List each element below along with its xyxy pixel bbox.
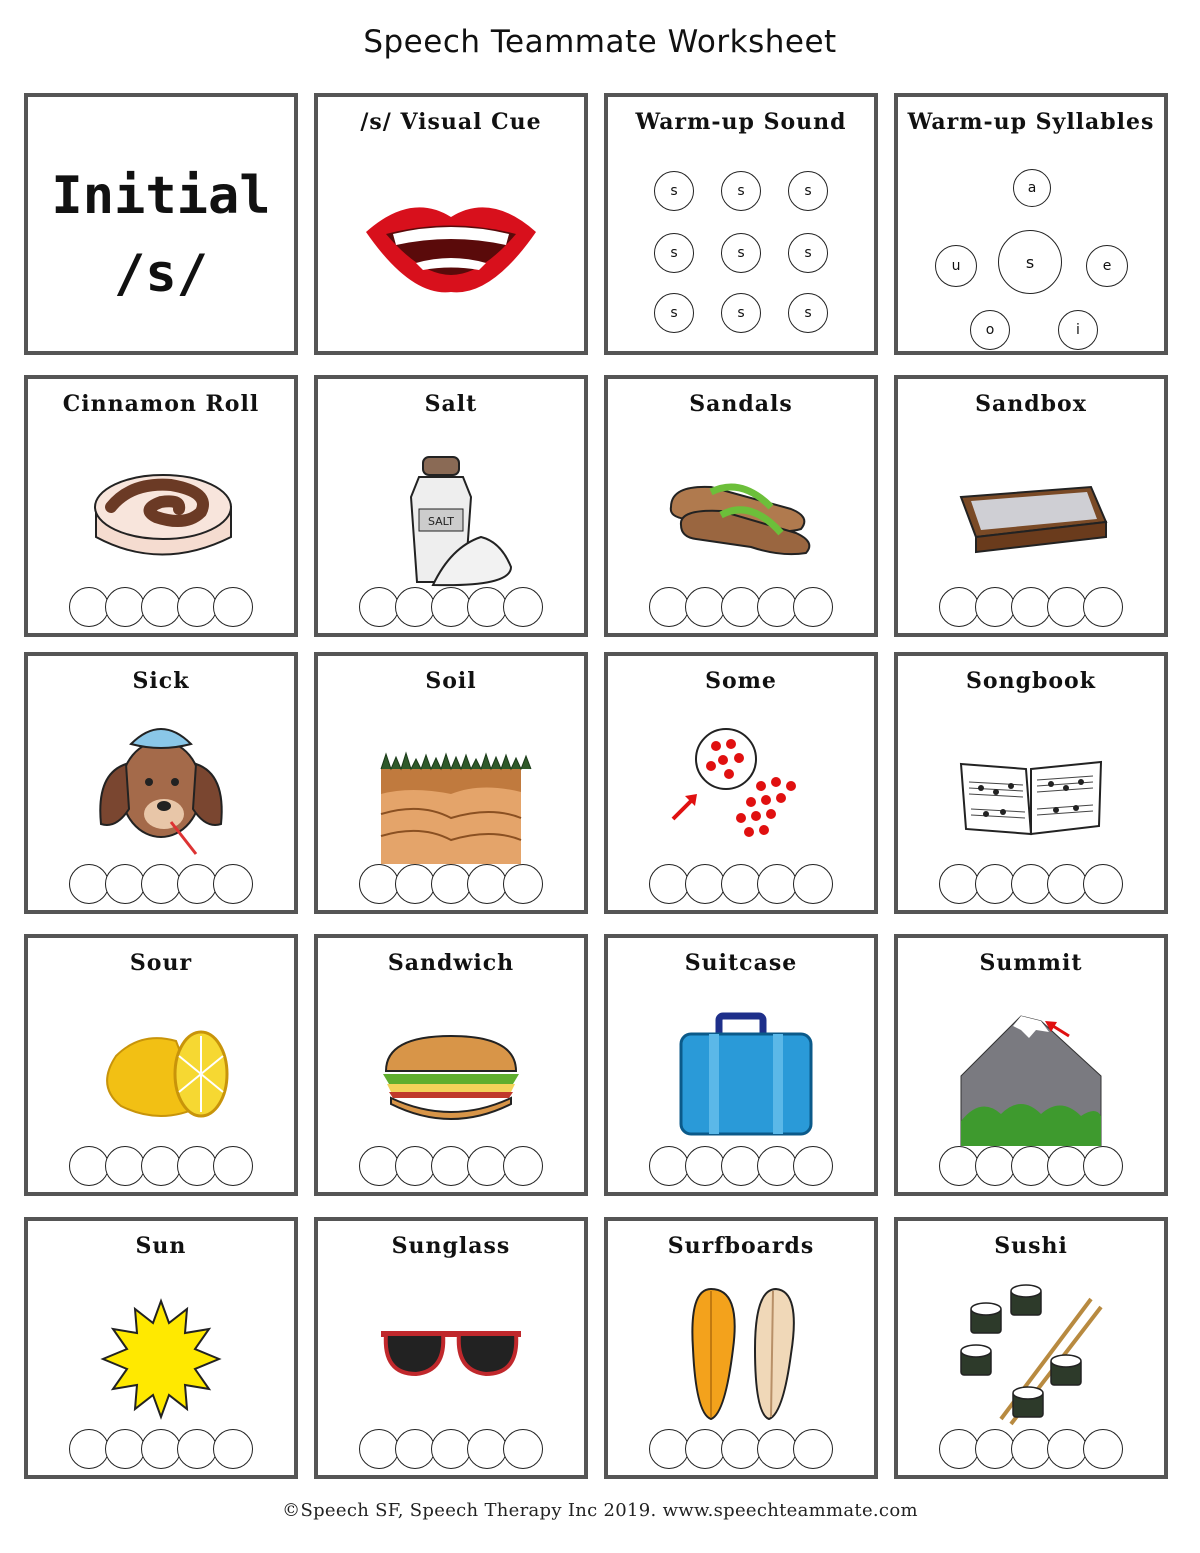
practice-circle[interactable] (721, 587, 761, 627)
word-card (314, 1217, 588, 1479)
sandwich-icon (361, 996, 541, 1146)
lips-icon (361, 187, 541, 297)
practice-circle[interactable] (793, 864, 833, 904)
word-label: Sandbox (975, 391, 1087, 417)
sound-heading-line1: Initial (51, 166, 271, 226)
word-label: Sunglass (391, 1233, 511, 1259)
sunglasses-icon (361, 1279, 541, 1429)
warmup-sound-title: Warm-up Sound (635, 109, 847, 135)
practice-circle[interactable] (395, 587, 435, 627)
practice-circle[interactable] (939, 1146, 979, 1186)
word-label: Sandwich (387, 950, 515, 976)
practice-circle[interactable] (1083, 587, 1123, 627)
sick-dog-icon (71, 714, 251, 864)
practice-circle[interactable] (467, 1146, 507, 1186)
songbook-icon (941, 714, 1121, 864)
practice-circle[interactable] (721, 1429, 761, 1469)
practice-circle[interactable] (975, 587, 1015, 627)
practice-circle[interactable] (69, 864, 109, 904)
practice-circle[interactable] (975, 1429, 1015, 1469)
practice-circle[interactable] (939, 1429, 979, 1469)
practice-circle[interactable] (975, 864, 1015, 904)
word-card (24, 375, 298, 637)
word-label: Sandals (689, 391, 793, 417)
practice-circle[interactable] (793, 587, 833, 627)
sound-bubble: s (721, 171, 761, 211)
word-card (314, 652, 588, 914)
copyright-footer: ©Speech SF, Speech Therapy Inc 2019. www.speechteammate.com (282, 1500, 918, 1521)
practice-circle[interactable] (503, 864, 543, 904)
practice-circle[interactable] (213, 1146, 253, 1186)
practice-circles (608, 864, 874, 904)
lemon-icon (71, 996, 251, 1146)
practice-circles (898, 1146, 1164, 1186)
word-card (314, 375, 588, 637)
warmup-sound-card (604, 93, 878, 355)
practice-circle[interactable] (1083, 1429, 1123, 1469)
sound-bubble: s (654, 171, 694, 211)
word-card (24, 934, 298, 1196)
practice-circle[interactable] (685, 1429, 725, 1469)
word-card (894, 934, 1168, 1196)
sound-heading-line2: /s/ (114, 244, 208, 304)
syllable-vowel-bubble: a (1013, 169, 1051, 207)
practice-circle[interactable] (793, 1146, 833, 1186)
sound-bubble: s (654, 233, 694, 273)
word-card (24, 652, 298, 914)
practice-circles (608, 1146, 874, 1186)
svg-text:SALT: SALT (427, 515, 455, 528)
word-label: Cinnamon Roll (62, 391, 260, 417)
word-card (894, 1217, 1168, 1479)
word-label: Sick (132, 668, 190, 694)
practice-circle[interactable] (177, 1146, 217, 1186)
practice-circle[interactable] (649, 864, 689, 904)
practice-circle[interactable] (757, 1146, 797, 1186)
word-label: Soil (425, 668, 477, 694)
suitcase-icon (651, 996, 831, 1146)
practice-circle[interactable] (395, 1146, 435, 1186)
practice-circle[interactable] (1011, 864, 1051, 904)
practice-circle[interactable] (793, 1429, 833, 1469)
word-label: Sushi (994, 1233, 1068, 1259)
practice-circle[interactable] (1047, 1429, 1087, 1469)
some-dots-icon (651, 714, 831, 864)
syllable-vowel-bubble: e (1086, 245, 1128, 287)
visual-cue-title: /s/ Visual Cue (360, 109, 542, 135)
practice-circle[interactable] (757, 1429, 797, 1469)
syllable-vowel-bubble: i (1058, 310, 1098, 350)
practice-circles (28, 1146, 294, 1186)
syllable-center-bubble: s (998, 230, 1062, 294)
salt-shaker-icon (361, 437, 541, 587)
practice-circle[interactable] (105, 1429, 145, 1469)
practice-circle[interactable] (431, 1146, 471, 1186)
practice-circle[interactable] (141, 1146, 181, 1186)
word-card (604, 934, 878, 1196)
practice-circle[interactable] (69, 587, 109, 627)
practice-circle[interactable] (1047, 864, 1087, 904)
practice-circle[interactable] (177, 864, 217, 904)
practice-circle[interactable] (467, 587, 507, 627)
practice-circle[interactable] (69, 1429, 109, 1469)
practice-circle[interactable] (1011, 1146, 1051, 1186)
practice-circle[interactable] (177, 1429, 217, 1469)
practice-circle[interactable] (1083, 1146, 1123, 1186)
word-label: Sour (129, 950, 193, 976)
practice-circles (318, 587, 584, 627)
sandbox-icon (941, 437, 1121, 587)
cinnamon-roll-icon (71, 437, 251, 587)
sound-bubble: s (788, 293, 828, 333)
practice-circle[interactable] (431, 1429, 471, 1469)
word-label: Sun (135, 1233, 187, 1259)
word-label: Salt (424, 391, 478, 417)
practice-circle[interactable] (359, 864, 399, 904)
word-card (894, 652, 1168, 914)
practice-circle[interactable] (757, 864, 797, 904)
practice-circle[interactable] (177, 587, 217, 627)
practice-circle[interactable] (213, 587, 253, 627)
practice-circle[interactable] (467, 864, 507, 904)
practice-circles (898, 587, 1164, 627)
soil-icon (361, 714, 541, 864)
practice-circles (28, 587, 294, 627)
practice-circle[interactable] (503, 587, 543, 627)
practice-circle[interactable] (105, 587, 145, 627)
word-card (604, 1217, 878, 1479)
sound-bubble: s (721, 293, 761, 333)
practice-circles (28, 864, 294, 904)
sandals-icon (651, 437, 831, 587)
visual-cue-card (314, 93, 588, 355)
sound-bubble: s (788, 233, 828, 273)
practice-circle[interactable] (431, 864, 471, 904)
practice-circle[interactable] (939, 587, 979, 627)
practice-circle[interactable] (685, 587, 725, 627)
practice-circle[interactable] (69, 1146, 109, 1186)
practice-circle[interactable] (213, 1429, 253, 1469)
practice-circle[interactable] (359, 587, 399, 627)
sound-bubble: s (788, 171, 828, 211)
practice-circle[interactable] (141, 864, 181, 904)
sound-bubble: s (721, 233, 761, 273)
practice-circle[interactable] (359, 1429, 399, 1469)
practice-circle[interactable] (359, 1146, 399, 1186)
word-card (604, 652, 878, 914)
practice-circle[interactable] (141, 1429, 181, 1469)
warmup-syllables-card (894, 93, 1168, 355)
practice-circle[interactable] (649, 1146, 689, 1186)
practice-circle[interactable] (213, 864, 253, 904)
word-label: Some (705, 668, 777, 694)
practice-circles (608, 1429, 874, 1469)
practice-circle[interactable] (757, 587, 797, 627)
syllable-vowel-bubble: u (935, 245, 977, 287)
sound-card (24, 93, 298, 355)
word-card (894, 375, 1168, 637)
sound-heading (28, 157, 294, 313)
practice-circle[interactable] (685, 1146, 725, 1186)
practice-circles (608, 587, 874, 627)
practice-circle[interactable] (1083, 864, 1123, 904)
practice-circle[interactable] (105, 864, 145, 904)
practice-circles (898, 864, 1164, 904)
practice-circle[interactable] (1047, 1146, 1087, 1186)
practice-circle[interactable] (1011, 587, 1051, 627)
practice-circles (318, 1429, 584, 1469)
syllable-vowel-bubble: o (970, 310, 1010, 350)
practice-circles (898, 1429, 1164, 1469)
practice-circle[interactable] (1047, 587, 1087, 627)
practice-circle[interactable] (395, 1429, 435, 1469)
practice-circle[interactable] (649, 587, 689, 627)
practice-circle[interactable] (141, 587, 181, 627)
practice-circles (318, 1146, 584, 1186)
word-label: Surfboards (667, 1233, 815, 1259)
mountain-icon (941, 996, 1121, 1146)
practice-circle[interactable] (939, 864, 979, 904)
sun-icon (71, 1279, 251, 1429)
practice-circle[interactable] (685, 864, 725, 904)
word-card (314, 934, 588, 1196)
practice-circle[interactable] (105, 1146, 145, 1186)
surfboards-icon (651, 1279, 831, 1429)
practice-circle[interactable] (721, 864, 761, 904)
practice-circle[interactable] (721, 1146, 761, 1186)
practice-circle[interactable] (975, 1146, 1015, 1186)
practice-circle[interactable] (649, 1429, 689, 1469)
page-title: Speech Teammate Worksheet (363, 24, 837, 60)
practice-circle[interactable] (467, 1429, 507, 1469)
word-label: Songbook (966, 668, 1096, 694)
practice-circles (318, 864, 584, 904)
practice-circle[interactable] (431, 587, 471, 627)
practice-circle[interactable] (503, 1429, 543, 1469)
sushi-icon (941, 1279, 1121, 1429)
practice-circle[interactable] (503, 1146, 543, 1186)
word-card (24, 1217, 298, 1479)
word-label: Summit (979, 950, 1083, 976)
practice-circles (28, 1429, 294, 1469)
word-label: Suitcase (684, 950, 798, 976)
warmup-syllables-title: Warm-up Syllables (907, 109, 1155, 135)
practice-circle[interactable] (1011, 1429, 1051, 1469)
word-card (604, 375, 878, 637)
practice-circle[interactable] (395, 864, 435, 904)
sound-bubble: s (654, 293, 694, 333)
